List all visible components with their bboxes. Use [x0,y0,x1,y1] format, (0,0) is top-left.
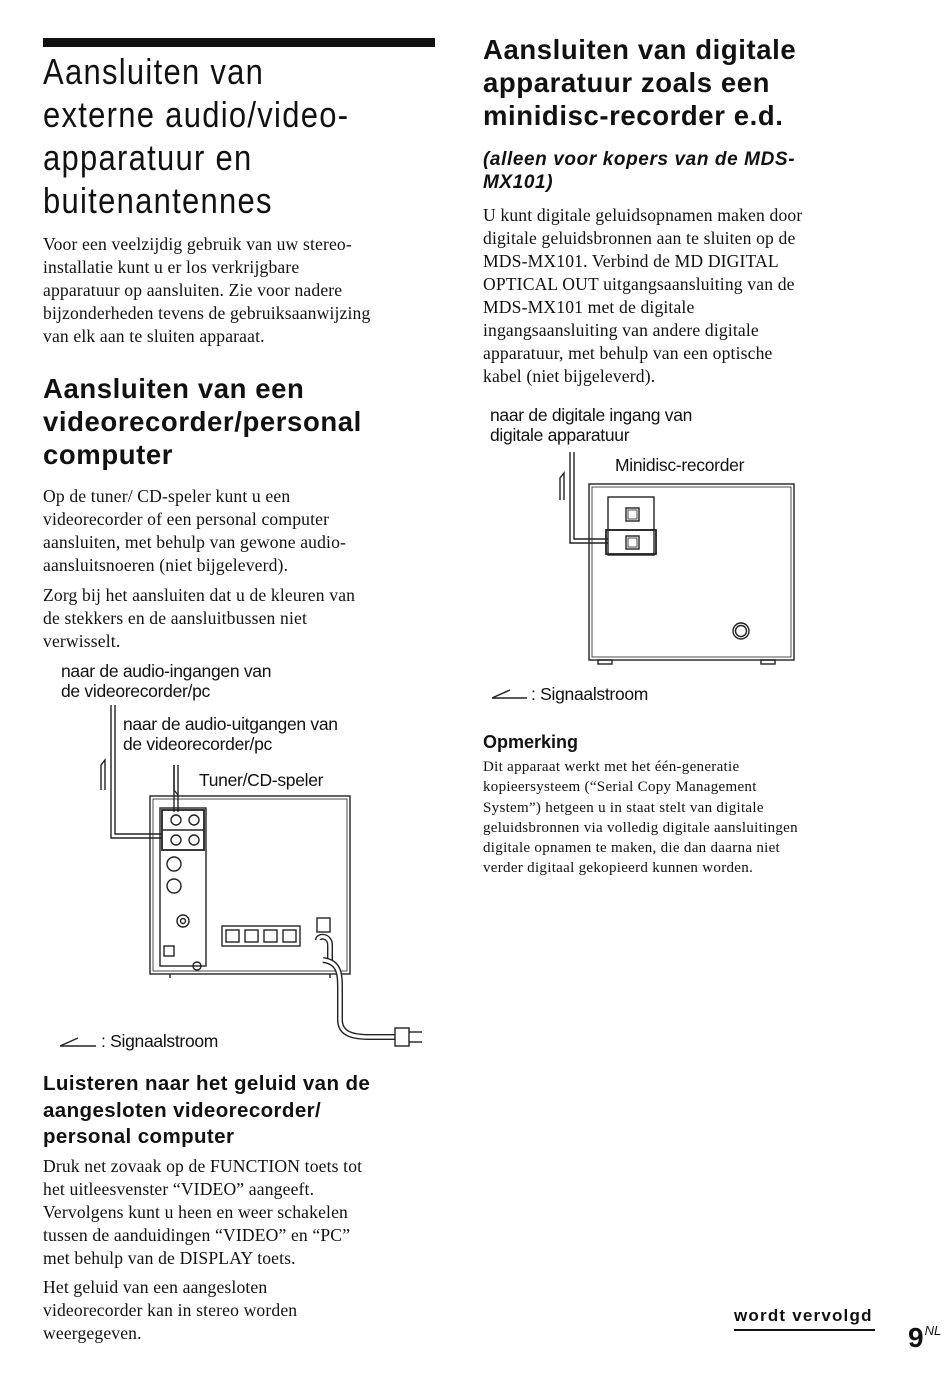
signal-flow-legend-1: : Signaalstroom [101,1031,219,1051]
digital-input-label: naar de digitale ingang van digitale apparatuur [490,405,693,445]
minidisc-recorder-label: Minidisc-recorder [615,455,745,475]
page-number: $9^{NL}$ [908,1322,942,1353]
audio-output-label: naar de audio-uitgangen van de videorecorder/pc [123,714,338,754]
audio-input-label: naar de audio-ingangen van de videorecorder/pc [61,661,272,701]
note-text: Dit apparaat werkt met het één-generatie kopieersysteem (“Serial Copy Management System”) hetgeen u in staat stelt van digitale geluidsbronnen via volledig digitale aansluitingen digitale opnamen te maken, die dan daarna niet verder digitaal gekopieerd kunnen worden. [483,759,798,877]
listen-section-heading: Luisteren naar het geluid van de aangesloten videorecorder/ personal computer [43,1072,371,1148]
tuner-cd-label: Tuner/CD-speler [199,770,324,790]
page-language-suffix: NL [924,1323,942,1338]
intro-paragraph: Voor een veelzijdig gebruik van uw stereo- installatie kunt u er los verkrijgbare apparatuur op aansluiten. Zie voor nadere bijzonderheden tevens de gebruiksaanwijzing van elk aan te sluiten apparaat. [43,234,371,346]
note-heading: Opmerking [483,732,579,752]
digital-subheading: (alleen voor kopers van de MDS- MX101) [483,149,796,193]
video-section-heading: Aansluiten van een videorecorder/personal computer [43,373,362,470]
main-title: Aansluiten van externe audio/video- apparatuur en buitenantennes [43,51,350,221]
digital-paragraph: U kunt digitale geluidsopnamen maken door digitale geluidsbronnen aan te sluiten op de MDS-MX101. Verbind de MD DIGITAL OPTICAL OUT uitgangsaansluiting van de MDS-MX101 met de digitale ingangsaansluiting van andere digitale apparatuur, met behulp van een optische kabel (niet bijgeleverd). [483,205,803,386]
signal-flow-legend-2: : Signaalstroom [531,684,649,704]
listen-paragraph-1: Druk net zovaak op de FUNCTION toets tot het uitleesvenster “VIDEO” aangeeft. Vervolgens kunt u heen en weer schakelen tussen de aanduidingen “VIDEO” en “PC” met behulp van de DISPLAY toets. [43,1156,363,1268]
continued-label: wordt vervolgd [734,1306,873,1325]
continued-rule [734,1329,875,1331]
listen-paragraph-2: Het geluid van een aangesloten videorecorder kan in stereo worden weergegeven. [43,1277,298,1343]
video-paragraph-1: Op de tuner/ CD-speler kunt u een videorecorder of een personal computer aansluiten, met behulp van gewone audio- aansluitsnoeren (niet bijgeleverd). [43,486,347,575]
digital-section-heading: Aansluiten van digitale apparatuur zoals een minidisc-recorder e.d. [483,34,797,131]
video-paragraph-2: Zorg bij het aansluiten dat u de kleuren van de stekkers en de aansluitbussen niet verwisselt. [43,585,356,651]
